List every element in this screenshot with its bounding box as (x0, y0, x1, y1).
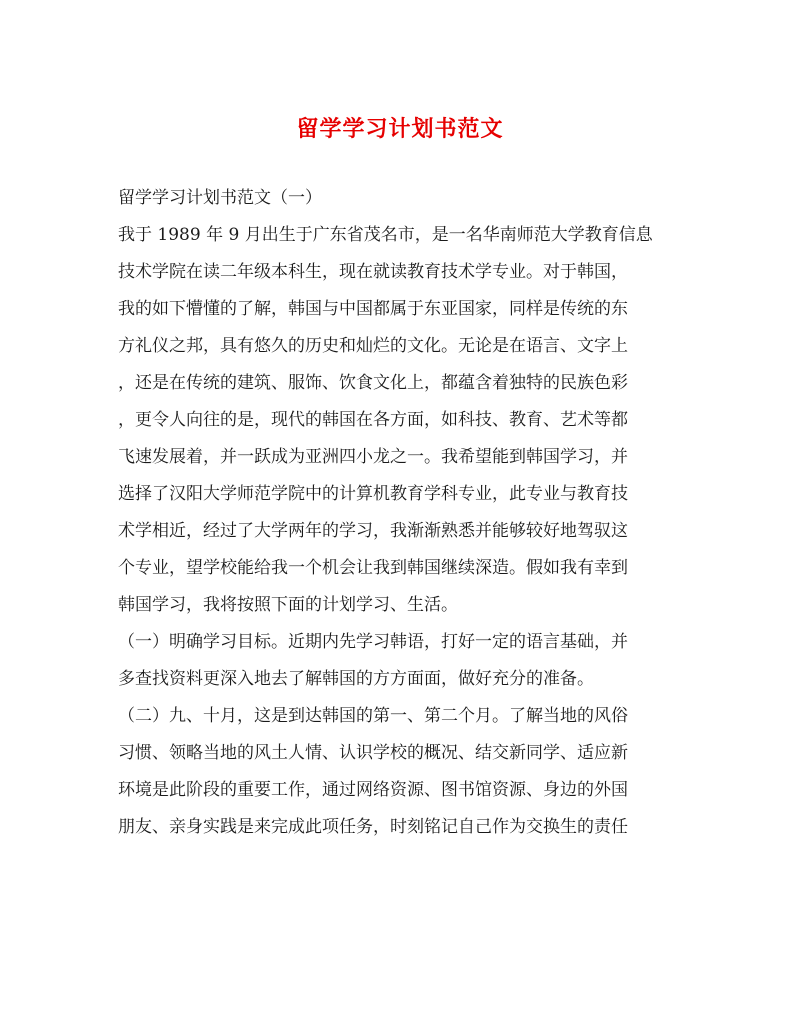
document-title: 留学学习计划书范文 (296, 116, 504, 142)
body-line-6: ，还是在传统的建筑、服饰、饮食文化上，都蕴含着独特的民族色彩 (118, 373, 628, 393)
body-line-2: 我于 1989 年 9 月出生于广东省茂名市，是一名华南师范大学教育信息 (118, 225, 653, 245)
document-body (118, 180, 688, 846)
body-line-5: 方礼仪之邦，具有悠久的历史和灿烂的文化。无论是在语言、文字上 (118, 336, 628, 356)
body-line-17: 环境是此阶段的重要工作，通过网络资源、图书馆资源、身边的外国 (118, 780, 628, 800)
body-line-14: 多查找资料更深入地去了解韩国的方方面面，做好充分的准备。 (118, 669, 594, 689)
body-line-7: ，更令人向往的是，现代的韩国在各方面，如科技、教育、艺术等都 (118, 410, 628, 430)
body-line-18: 朋友、亲身实践是来完成此项任务，时刻铭记自己作为交换生的责任 (118, 817, 628, 837)
body-line-11: 个专业，望学校能给我一个机会让我到韩国继续深造。假如我有幸到 (118, 558, 628, 578)
body-line-4: 我的如下懵懂的了解，韩国与中国都属于东亚国家，同样是传统的东 (118, 299, 628, 319)
body-line-15: （二）九、十月，这是到达韩国的第一、第二个月。了解当地的风俗 (118, 706, 628, 726)
body-line-9: 选择了汉阳大学师范学院中的计算机教育学科专业，此专业与教育技 (118, 484, 628, 504)
body-line-10: 术学相近，经过了大学两年的学习，我渐渐熟悉并能够较好地驾驭这 (118, 521, 628, 541)
body-line-12: 韩国学习，我将按照下面的计划学习、生活。 (118, 595, 458, 615)
body-line-8: 飞速发展着，并一跃成为亚洲四小龙之一。我希望能到韩国学习，并 (118, 447, 628, 467)
body-line-13: （一）明确学习目标。近期内先学习韩语，打好一定的语言基础，并 (118, 632, 628, 652)
body-line-16: 习惯、领略当地的风土人情、认识学校的概况、结交新同学、适应新 (118, 743, 628, 763)
body-line-3: 技术学院在读二年级本科生，现在就读教育技术学专业。对于韩国， (118, 262, 628, 282)
body-line-1: 留学学习计划书范文（一） (118, 188, 322, 208)
